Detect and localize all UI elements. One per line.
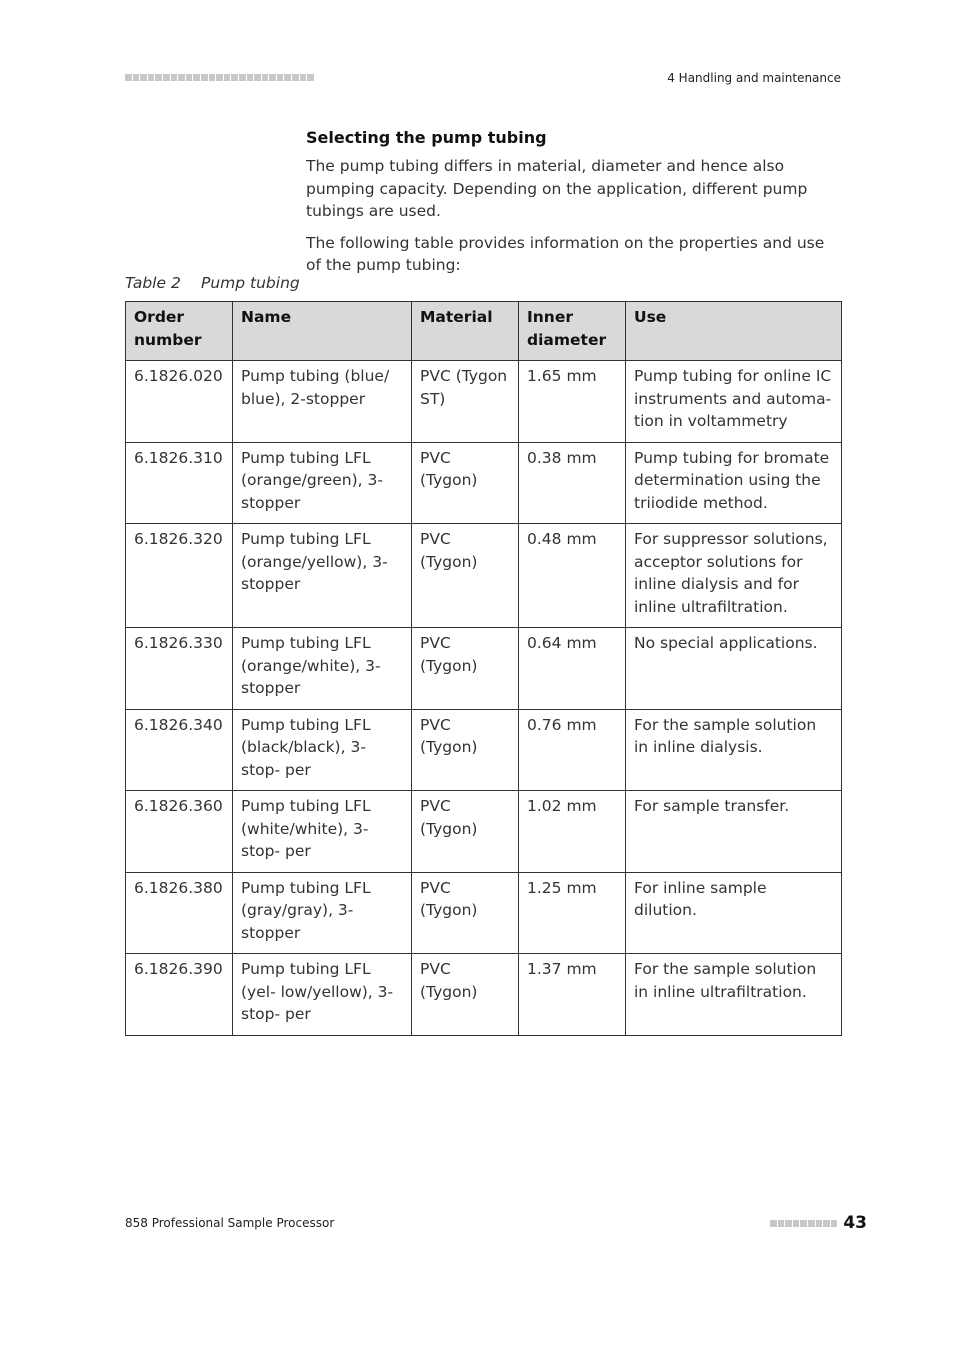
cell-material: PVC (Tygon) [412,709,519,791]
table-row [126,628,842,710]
cell-use: For sample transfer. [626,791,842,873]
cell-material: PVC (Tygon) [412,524,519,628]
cell-material: PVC (Tygon) [412,628,519,710]
cell-order-number: 6.1826.330 [126,628,233,710]
table-row [126,442,842,524]
cell-material: PVC (Tygon) [412,442,519,524]
cell-use: Pump tubing for bromate determination using the triiodide method. [626,442,842,524]
intro-paragraph-2: The following table provides information on the properties and use of the pump tubing: [306,233,825,274]
decoration-dot [186,74,193,81]
cell-inner-diameter: 1.37 mm [519,954,626,1036]
header-use: Use [626,302,842,361]
cell-name: Pump tubing LFL (black/black), 3-stop- per [233,709,412,791]
cell-name: Pump tubing LFL (white/white), 3-stop- per [233,791,412,873]
cell-inner-diameter: 0.76 mm [519,709,626,791]
cell-inner-diameter: 0.38 mm [519,442,626,524]
table-row [126,791,842,873]
cell-use: For suppressor solutions, acceptor solutions for inline dialysis and for inline ultrafiltration. [626,524,842,628]
decoration-dot [300,74,307,81]
cell-order-number: 6.1826.360 [126,791,233,873]
header-inner-diameter: Inner diameter [519,302,626,361]
cell-use: Pump tubing for online IC instruments and automa- tion in voltammetry [626,361,842,443]
table-row [126,524,842,628]
section-title: Selecting the pump tubing [306,128,547,147]
table-caption-number: Table 2 [125,274,181,292]
cell-use: For the sample solution in inline ultrafiltration. [626,954,842,1036]
decoration-dot [800,1220,807,1227]
decoration-dot [823,1220,830,1227]
decoration-dot [254,74,261,81]
table-caption-title: Pump tubing [201,274,300,292]
cell-material: PVC (Tygon ST) [412,361,519,443]
cell-inner-diameter: 1.65 mm [519,361,626,443]
footer-page-marker [770,1213,867,1233]
decoration-dot [178,74,185,81]
decoration-dot [277,74,284,81]
header-order-number: Order number [126,302,233,361]
decoration-dot [216,74,223,81]
cell-use: For the sample solution in inline dialysis. [626,709,842,791]
decoration-dot [831,1220,838,1227]
intro-paragraph-1: The pump tubing differs in material, diameter and hence also pumping capacity. Depending on the application, different pump tubings are used. [306,157,808,220]
cell-order-number: 6.1826.310 [126,442,233,524]
footer-decoration-dots [770,1220,837,1227]
cell-use: For inline sample dilution. [626,872,842,954]
cell-use: No special applications. [626,628,842,710]
table-row [126,361,842,443]
decoration-dot [247,74,254,81]
cell-order-number: 6.1826.390 [126,954,233,1036]
table-row [126,872,842,954]
cell-name: Pump tubing LFL (orange/yellow), 3- stopper [233,524,412,628]
decoration-dot [808,1220,815,1227]
decoration-dot [193,74,200,81]
decoration-dot [148,74,155,81]
cell-order-number: 6.1826.020 [126,361,233,443]
decoration-dot [778,1220,785,1227]
decoration-dot [785,1220,792,1227]
decoration-dot [201,74,208,81]
pump-tubing-table [125,301,842,1036]
decoration-dot [125,74,132,81]
cell-material: PVC (Tygon) [412,872,519,954]
header-decoration-dots [125,74,314,82]
cell-inner-diameter: 1.02 mm [519,791,626,873]
cell-inner-diameter: 0.64 mm [519,628,626,710]
cell-name: Pump tubing LFL (orange/white), 3- stopper [233,628,412,710]
table-row [126,954,842,1036]
section-content [306,128,841,286]
cell-order-number: 6.1826.380 [126,872,233,954]
table-header-row [126,302,842,361]
decoration-dot [307,74,314,81]
decoration-dot [262,74,269,81]
decoration-dot [793,1220,800,1227]
decoration-dot [816,1220,823,1227]
decoration-dot [163,74,170,81]
footer-product-name: 858 Professional Sample Processor [125,1216,335,1230]
decoration-dot [269,74,276,81]
cell-order-number: 6.1826.320 [126,524,233,628]
header-chapter-title: 4 Handling and maintenance [667,71,841,85]
decoration-dot [224,74,231,81]
header-material: Material [412,302,519,361]
decoration-dot [231,74,238,81]
table-caption [125,274,300,292]
cell-name: Pump tubing LFL (yel- low/yellow), 3-stop- per [233,954,412,1036]
cell-material: PVC (Tygon) [412,954,519,1036]
decoration-dot [292,74,299,81]
decoration-dot [770,1220,777,1227]
decoration-dot [284,74,291,81]
decoration-dot [140,74,147,81]
cell-name: Pump tubing LFL (gray/gray), 3-stopper [233,872,412,954]
cell-name: Pump tubing LFL (orange/green), 3- stopper [233,442,412,524]
decoration-dot [155,74,162,81]
table-row [126,709,842,791]
decoration-dot [171,74,178,81]
cell-inner-diameter: 1.25 mm [519,872,626,954]
cell-inner-diameter: 0.48 mm [519,524,626,628]
page-number: 43 [843,1213,867,1233]
cell-order-number: 6.1826.340 [126,709,233,791]
cell-name: Pump tubing (blue/ blue), 2-stopper [233,361,412,443]
decoration-dot [133,74,140,81]
decoration-dot [239,74,246,81]
header-name: Name [233,302,412,361]
cell-material: PVC (Tygon) [412,791,519,873]
decoration-dot [209,74,216,81]
